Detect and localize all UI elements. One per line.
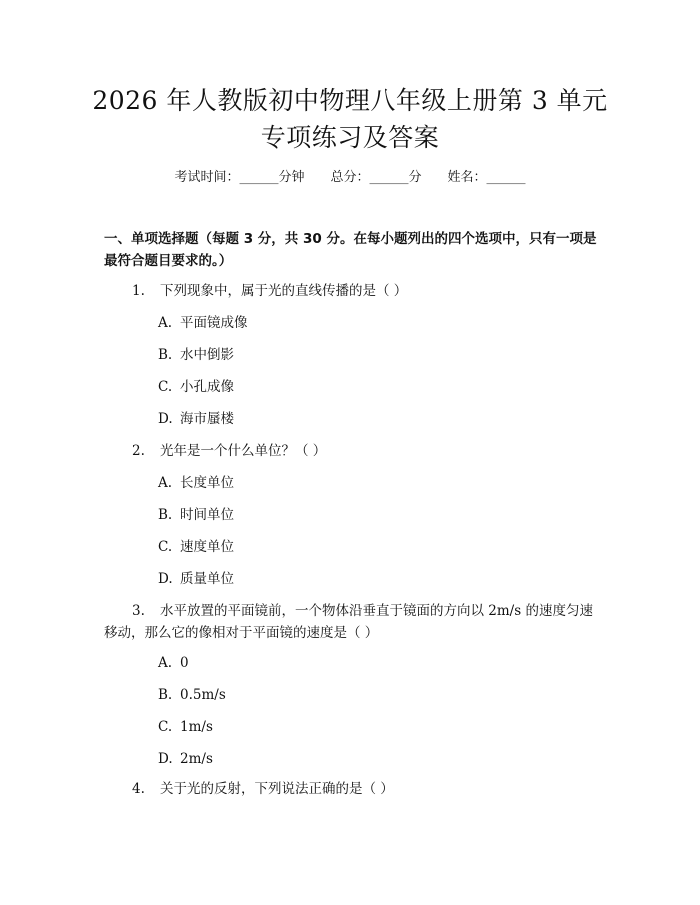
question-2-option-d — [158, 568, 234, 590]
question-number: 3. — [132, 603, 145, 619]
option-text: 2m/s — [180, 751, 213, 767]
option-text: 长度单位 — [180, 475, 234, 491]
option-text: 平面镜成像 — [180, 315, 248, 331]
total-score-field: 总分：______分 — [330, 170, 422, 185]
question-3-option-b — [158, 684, 226, 706]
option-letter: C. — [158, 539, 173, 555]
question-2-option-a — [158, 472, 234, 494]
question-3 — [104, 600, 604, 644]
question-3-option-d — [158, 748, 213, 770]
section-heading: 一、单项选择题（每题 3 分，共 30 分。在每小题列出的四个选项中，只有一项是最符合题目要求的。） — [104, 231, 597, 269]
question-1-option-b — [158, 344, 234, 366]
option-letter: A. — [158, 315, 173, 331]
question-number: 2. — [132, 443, 145, 459]
option-letter: B. — [158, 347, 173, 363]
question-1-option-d — [158, 408, 234, 430]
question-number: 1. — [132, 283, 145, 299]
option-text: 水中倒影 — [180, 347, 234, 363]
option-letter: B. — [158, 687, 173, 703]
question-text: 水平放置的平面镜前，一个物体沿垂直于镜面的方向以 2m/s 的速度匀速移动，那么它的像相对于平面镜的速度是（ ） — [104, 603, 593, 641]
question-text: 光年是一个什么单位？（ ） — [160, 443, 327, 459]
option-letter: A. — [158, 475, 173, 491]
question-number: 4. — [132, 781, 145, 797]
student-name-field: 姓名：______ — [447, 170, 526, 185]
exam-time-field: 考试时间：______分钟 — [174, 170, 305, 185]
option-letter: D. — [158, 411, 173, 427]
option-text: 质量单位 — [180, 571, 234, 587]
option-text: 0 — [180, 655, 189, 671]
question-2-option-b — [158, 504, 234, 526]
question-1-option-a — [158, 312, 248, 334]
option-text: 海市蜃楼 — [180, 411, 234, 427]
document-title-line-1: 2026 年人教版初中物理八年级上册第 3 单元 — [92, 86, 608, 115]
option-letter: C. — [158, 719, 173, 735]
question-2 — [132, 440, 326, 462]
question-3-option-a — [158, 652, 189, 674]
option-text: 速度单位 — [180, 539, 234, 555]
question-3-option-c — [158, 716, 213, 738]
question-4 — [132, 778, 394, 800]
question-text: 关于光的反射，下列说法正确的是（ ） — [160, 781, 394, 797]
option-letter: D. — [158, 571, 173, 587]
question-1 — [132, 280, 407, 302]
option-text: 1m/s — [180, 719, 213, 735]
question-2-option-c — [158, 536, 234, 558]
question-1-option-c — [158, 376, 234, 398]
option-text: 小孔成像 — [180, 379, 234, 395]
exam-info-row — [0, 168, 700, 188]
option-text: 时间单位 — [180, 507, 234, 523]
option-letter: D. — [158, 751, 173, 767]
document-title-line-2: 专项练习及答案 — [260, 123, 440, 152]
question-text: 下列现象中，属于光的直线传播的是（ ） — [160, 283, 408, 299]
option-letter: C. — [158, 379, 173, 395]
option-letter: B. — [158, 507, 173, 523]
option-letter: A. — [158, 655, 173, 671]
option-text: 0.5m/s — [180, 687, 226, 703]
